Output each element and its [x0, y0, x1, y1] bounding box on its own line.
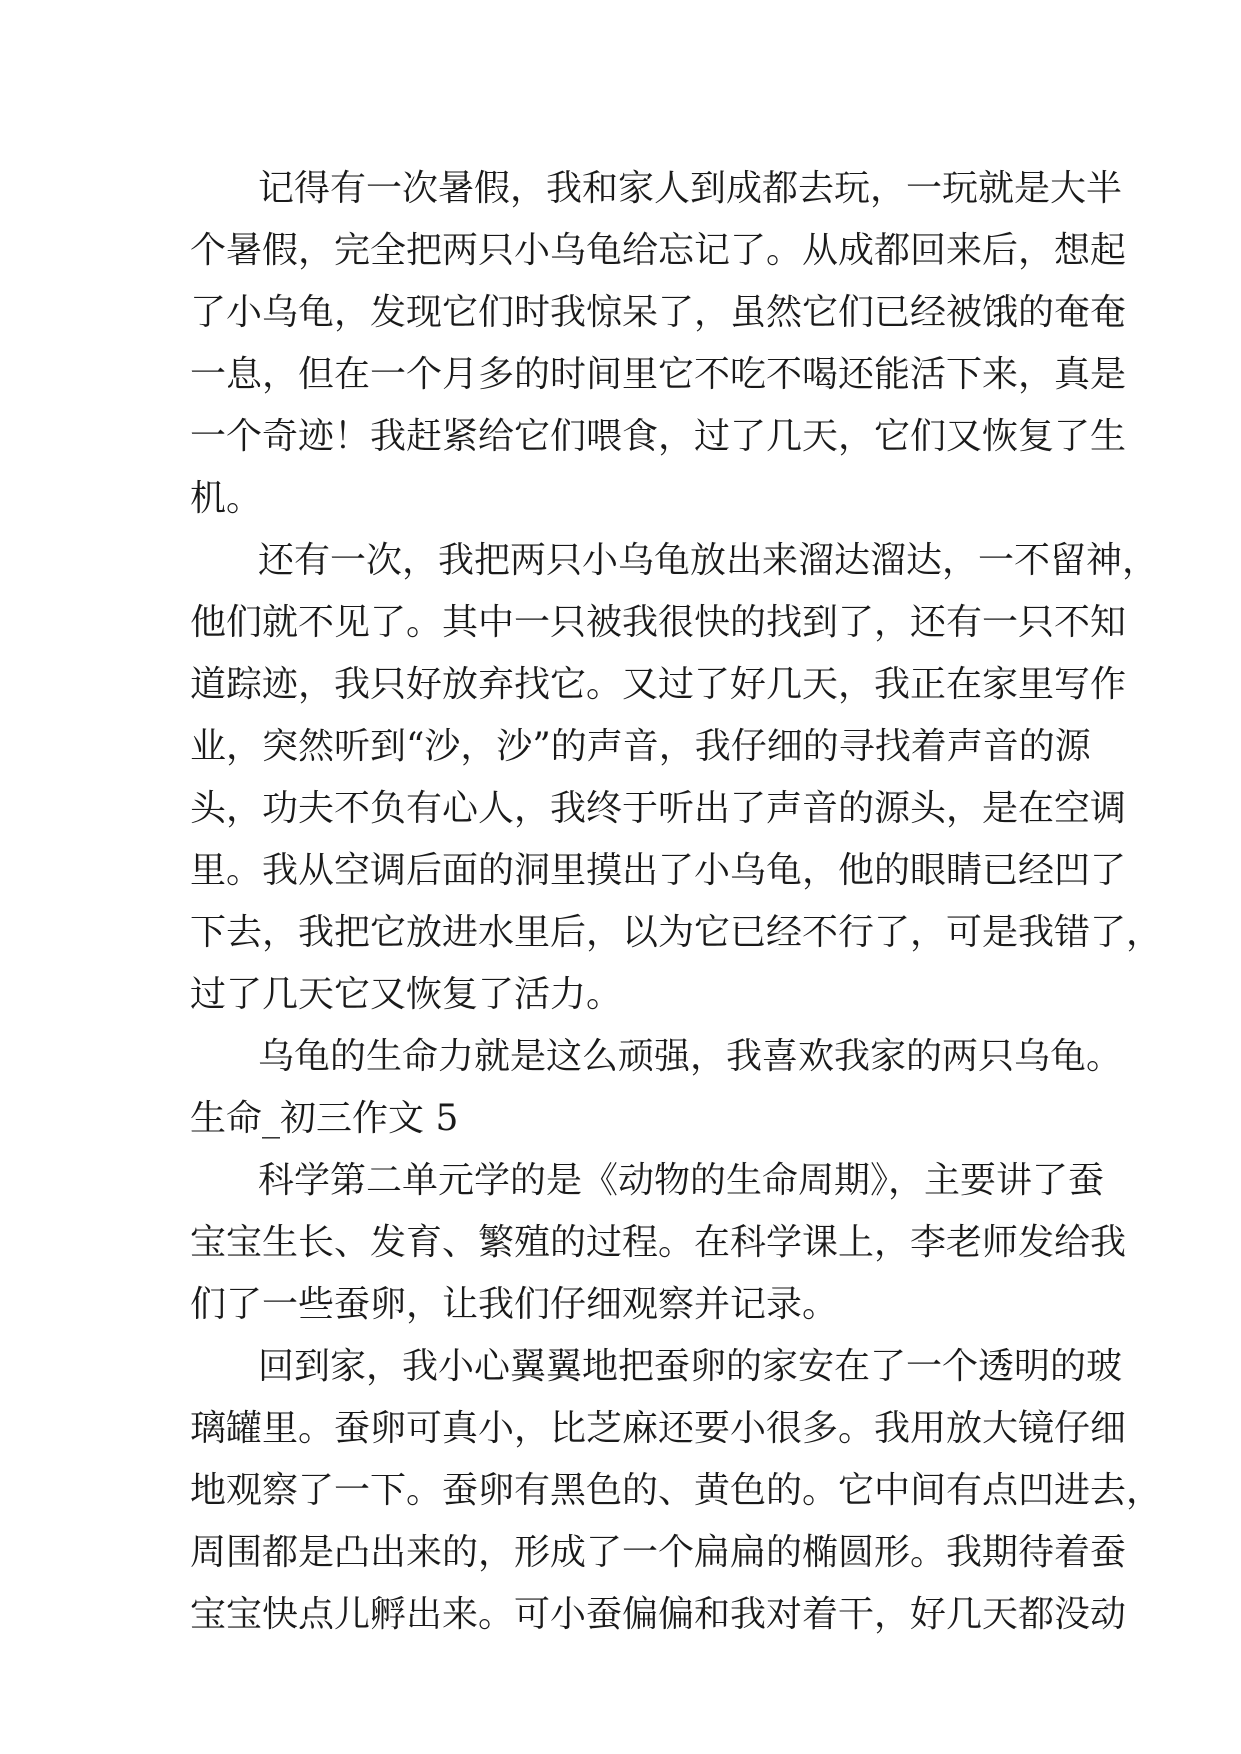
text-line: 个暑假，完全把两只小乌龟给忘记了。从成都回来后，想起	[190, 230, 1127, 271]
text-line: 下去，我把它放进水里后，以为它已经不行了，可是我错了，	[190, 912, 1163, 953]
text-line: 科学第二单元学的是《动物的生命周期》，主要讲了蚕	[258, 1160, 1105, 1201]
text-line: 一个奇迹！我赶紧给它们喂食，过了几天，它们又恢复了生	[190, 416, 1127, 457]
text-line: 记得有一次暑假，我和家人到成都去玩，一玩就是大半	[258, 168, 1123, 209]
text-line: 头，功夫不负有心人，我终于听出了声音的源头，是在空调	[190, 788, 1127, 829]
text-line: 们了一些蚕卵，让我们仔细观察并记录。	[190, 1284, 839, 1325]
text-line: 宝宝快点儿孵出来。可小蚕偏偏和我对着干，好几天都没动	[190, 1594, 1127, 1635]
text-line: 一息，但在一个月多的时间里它不吃不喝还能活下来，真是	[190, 354, 1127, 395]
text-line: 道踪迹，我只好放弃找它。又过了好几天，我正在家里写作	[190, 664, 1127, 705]
text-line: 回到家，我小心翼翼地把蚕卵的家安在了一个透明的玻	[258, 1346, 1123, 1387]
text-line: 还有一次，我把两只小乌龟放出来溜达溜达，一不留神，	[258, 540, 1159, 581]
text-line: 他们就不见了。其中一只被我很快的找到了，还有一只不知	[190, 602, 1127, 643]
text-line: 乌龟的生命力就是这么顽强，我喜欢我家的两只乌龟。	[258, 1036, 1123, 1077]
section-heading: 生命_初三作文 5	[190, 1098, 459, 1139]
text-line: 了小乌龟，发现它们时我惊呆了，虽然它们已经被饿的奄奄	[190, 292, 1127, 333]
text-line: 周围都是凸出来的，形成了一个扁扁的椭圆形。我期待着蚕	[190, 1532, 1127, 1573]
text-line: 地观察了一下。蚕卵有黑色的、黄色的。它中间有点凹进去，	[190, 1470, 1163, 1511]
text-line: 过了几天它又恢复了活力。	[190, 974, 623, 1015]
document-body	[190, 158, 1163, 1646]
text-line: 璃罐里。蚕卵可真小，比芝麻还要小很多。我用放大镜仔细	[190, 1408, 1127, 1449]
text-line: 业，突然听到“沙，沙”的声音，我仔细的寻找着声音的源	[190, 726, 1091, 767]
text-line: 里。我从空调后面的洞里摸出了小乌龟，他的眼睛已经凹了	[190, 850, 1127, 891]
text-line: 机。	[190, 478, 263, 519]
text-line: 宝宝生长、发育、繁殖的过程。在科学课上，李老师发给我	[190, 1222, 1127, 1263]
